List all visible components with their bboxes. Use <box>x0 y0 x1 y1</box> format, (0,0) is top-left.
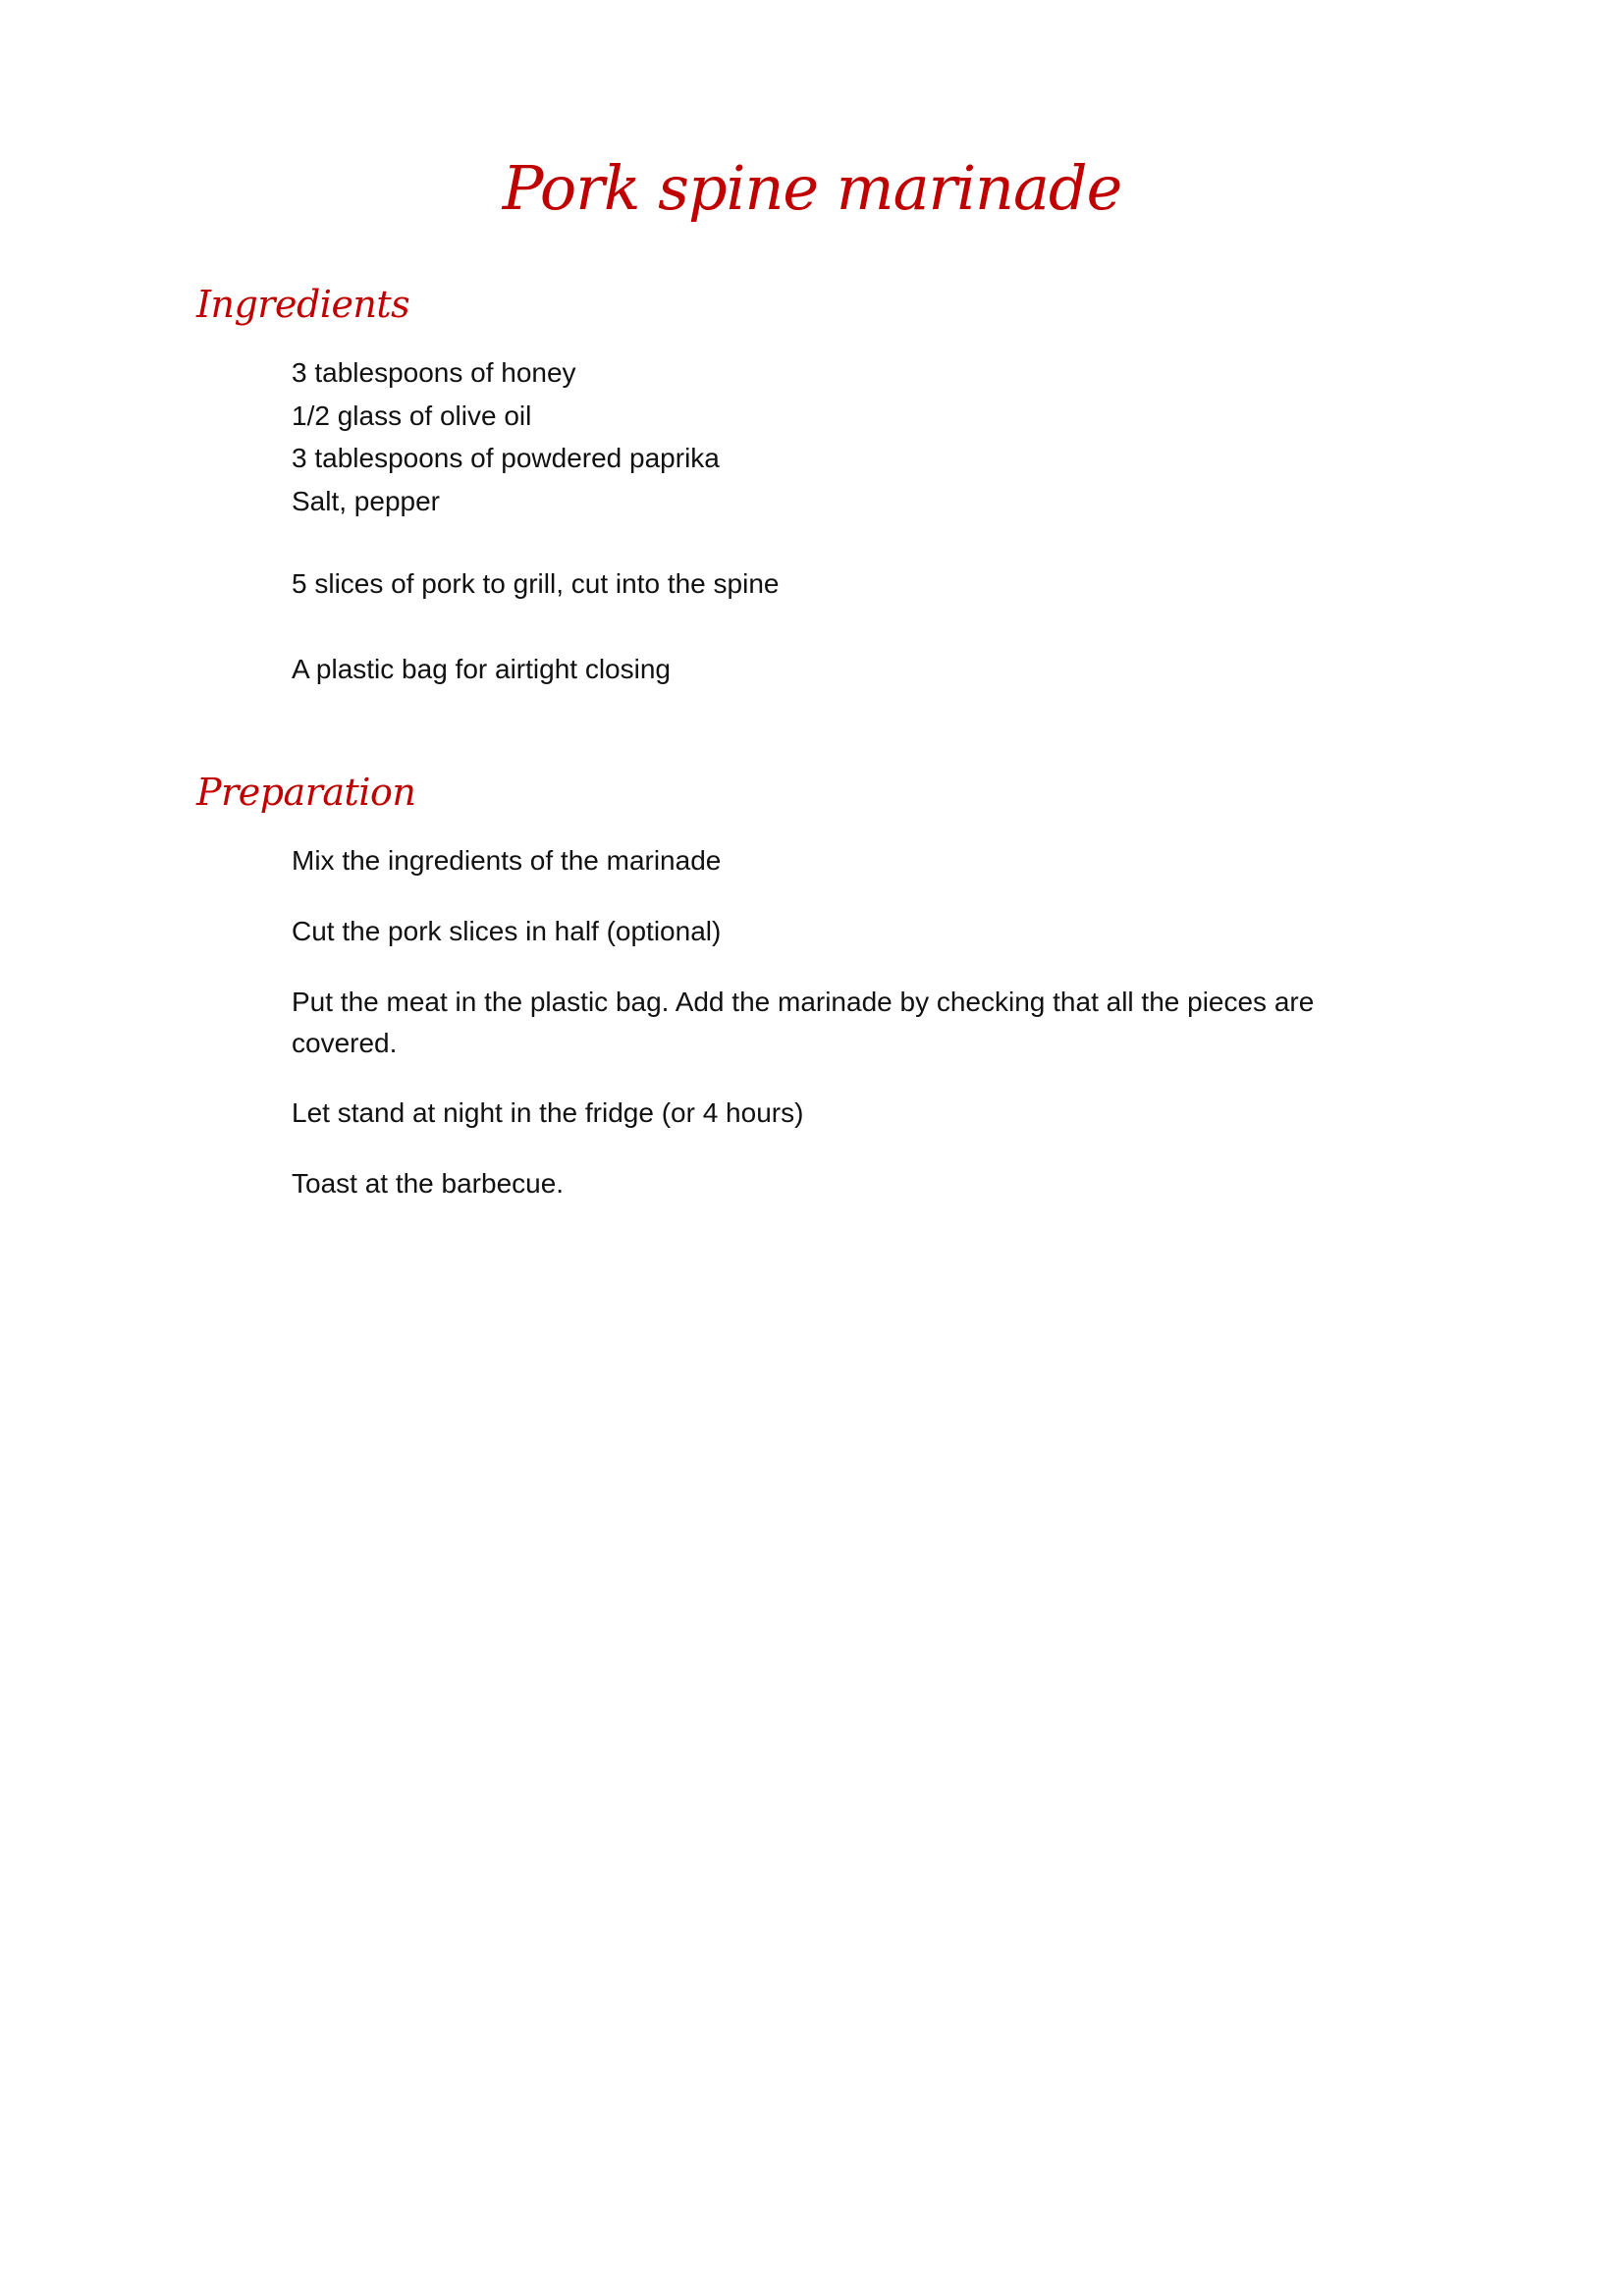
preparation-step: Let stand at night in the fridge (or 4 hours) <box>292 1097 804 1128</box>
ingredient-bag <box>292 648 1372 691</box>
ingredient-item: 3 tablespoons of powdered paprika <box>292 443 720 473</box>
ingredient-item: 1/2 glass of olive oil <box>292 400 532 431</box>
preparation-step: Toast at the barbecue. <box>292 1168 565 1199</box>
page-title: Pork spine marinade <box>502 152 1122 224</box>
ingredients-list <box>292 351 1372 522</box>
preparation-step: Mix the ingredients of the marinade <box>292 845 722 876</box>
ingredients-heading: Ingredients <box>196 283 410 326</box>
preparation-heading: Preparation <box>196 771 416 814</box>
ingredient-item: 3 tablespoons of honey <box>292 357 576 388</box>
ingredient-meat-text: 5 slices of pork to grill, cut into the spine <box>292 568 780 599</box>
ingredient-item: Salt, pepper <box>292 485 440 516</box>
preparation-step: Cut the pork slices in half (optional) <box>292 916 722 946</box>
ingredient-meat <box>292 562 1372 606</box>
ingredient-bag-text: A plastic bag for airtight closing <box>292 654 671 684</box>
preparation-step: Put the meat in the plastic bag. Add the marinade by checking that all the pieces are covered. <box>292 987 1315 1058</box>
